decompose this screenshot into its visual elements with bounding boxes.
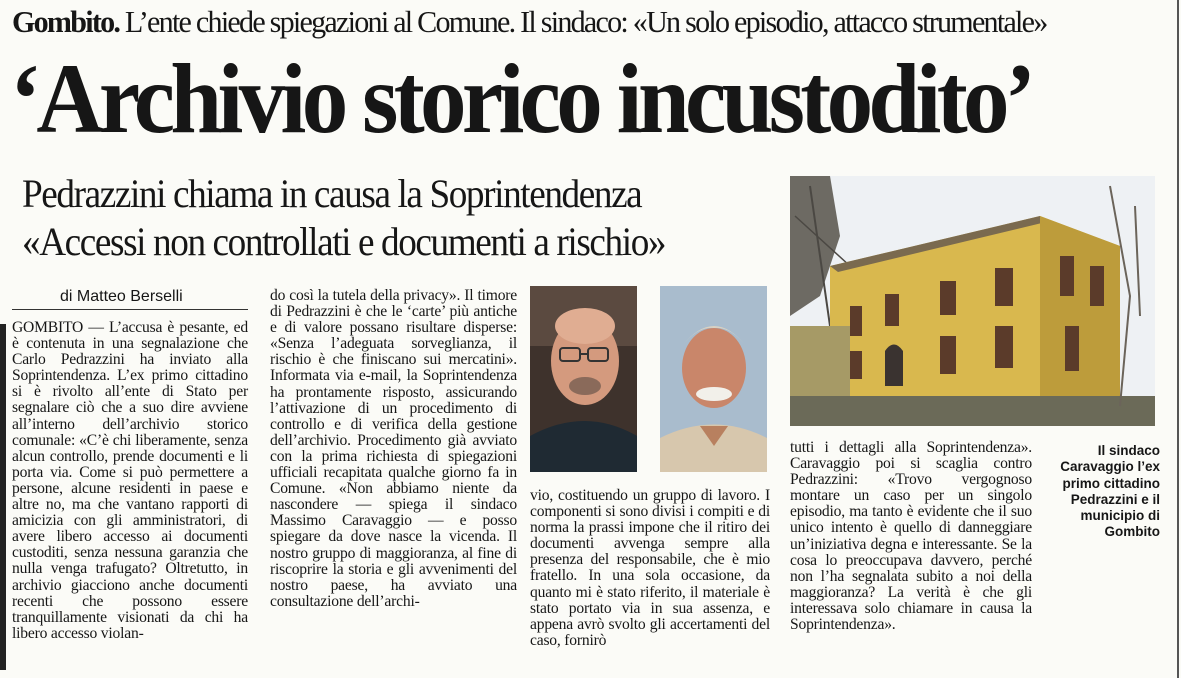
column-marker bbox=[0, 324, 6, 670]
article-column-1 bbox=[12, 320, 248, 670]
byline: di Matteo Berselli bbox=[60, 288, 183, 305]
kicker bbox=[12, 2, 1142, 42]
subhead-line-2: «Accessi non controllati e documenti a rischio» bbox=[22, 219, 666, 264]
page-edge-rule bbox=[1177, 0, 1179, 678]
subhead-line-1: Pedrazzini chiama in causa la Soprintendenza bbox=[22, 171, 642, 216]
photo-town-hall bbox=[790, 176, 1155, 426]
article-column-3 bbox=[530, 488, 770, 668]
column-3-text: vio, costituendo un gruppo di lavoro. I componenti si sono divisi i compiti e di norma la prassi impone che il ritiro dei documenti avvenga sempre alla presenza del responsabile, che è mio fratello. In una sola occasione, da quanto mi è stato riferito, il materiale è stato portato via in sua assenza, e appena avrò svolto gli accertamenti del caso, fornirò bbox=[530, 487, 770, 649]
article-column-4 bbox=[790, 440, 1032, 668]
article-column-2 bbox=[270, 288, 517, 668]
column-4-text: tutti i dettagli alla Soprintendenza». Caravaggio poi si scaglia contro Pedrazzini: «Trovo vergognoso montare un caso per un singolo episodio, ma tanto è evidente che il suo unico intento è quello di danneggiare un’iniziativa degna e interessante. Se la cosa lo preoccupava davvero, perché non l’ha segnalata subito a noi della maggioranza? La verità è che gli interessava solo chiamare in causa la Soprintendenza». bbox=[790, 439, 1032, 634]
photo-former-mayor bbox=[660, 286, 767, 472]
kicker-text: L’ente chiede spiegazioni al Comune. Il sindaco: «Un solo episodio, attacco strumentale» bbox=[119, 4, 1047, 39]
column-2-text: do così la tutela della privacy». Il timore di Pedrazzini è che le ‘carte’ più antiche e di valore possano risultare disperse: «Senza l’adeguata sorveglianza, il rischio è che finiscano sui mercatini». Informata via e-mail, la Soprintendenza ha prontamente risposto, assicurando l’attivazione di un procedimento di controllo e di verifica della gestione dell’archivio. Procedimento già avviato con la prima richiesta di spiegazioni ufficiali recapitata qualche giorno fa in Comune. «Non abbiamo niente da nascondere — spiega il sindaco Massimo Caravaggio — e posso spiegare da dove nasce la vicenda. Il nostro gruppo di maggioranza, al fine di riscoprire la storia e gli avvenimenti del nostro paese, ha avviato una consultazione dell’archi- bbox=[270, 287, 517, 610]
headline: ‘Archivio storico incustodito’ bbox=[10, 43, 1032, 154]
column-1-text: GOMBITO — L’accusa è pesante, ed è contenuta in una segnalazione che Carlo Pedrazzini ha inviato alla Soprintendenza. L’ex primo cittadino si è rivolto all’ente di Stato per segnalare ciò che a suo dire avviene all’interno dell’archivio storico comunale: «C’è chi liberamente, senza alcun controllo, prende documenti e li porta via. Come si può permettere a persone, alcune residenti in paese e altre no, ma che vantano rapporti di amicizia con gli amministratori, di avere libero accesso ai documenti custoditi, senza nessuna garanzia che nulla venga trafugato? Oltretutto, in archivio giacciono anche documenti recenti che possono essere tranquillamente visionati da chi ha libero accesso violan- bbox=[12, 319, 248, 642]
photo-caption: Il sindaco Caravaggio l’ex primo cittadino Pedrazzini e il municipio di Gombito bbox=[1060, 443, 1160, 540]
kicker-place: Gombito. bbox=[12, 4, 120, 39]
photo-mayor bbox=[530, 286, 637, 472]
subheadline bbox=[22, 170, 720, 270]
byline-rule bbox=[12, 309, 248, 310]
